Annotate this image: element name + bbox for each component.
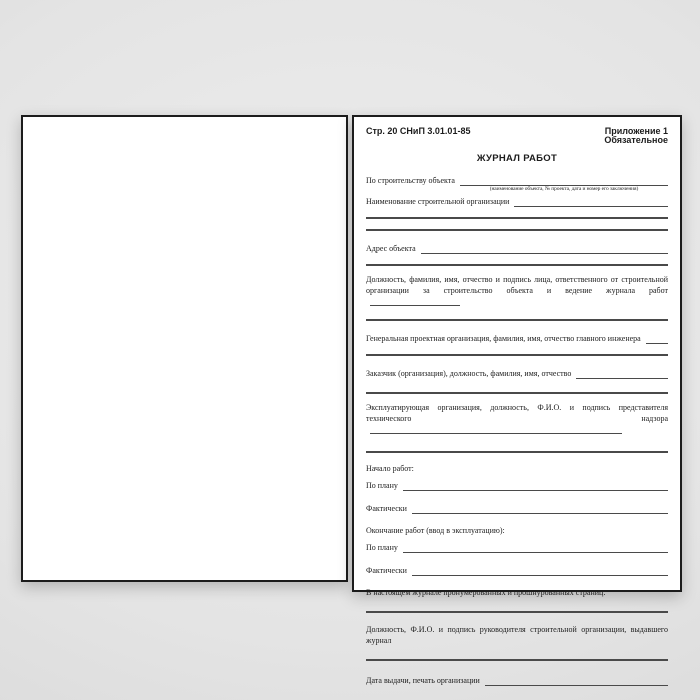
form-page xyxy=(352,115,682,686)
field-customer xyxy=(366,368,668,379)
org-name-label: Наименование строительной организации xyxy=(366,197,510,206)
end-plan-label: По плану xyxy=(366,542,398,552)
doc-reference: Стр. 20 СНиП 3.01.01-85 xyxy=(366,126,471,136)
general-design-org-label: Генеральная проектная организация, фамилия, имя, отчество главного инженера xyxy=(366,334,641,344)
org-name-continuation-line-2 xyxy=(366,229,668,231)
issue-date-label: Дата выдачи, печать организации xyxy=(366,676,480,686)
responsible-line xyxy=(370,297,460,306)
operating-org-line xyxy=(370,425,622,434)
start-plan-line xyxy=(403,480,668,491)
field-issue-date xyxy=(366,675,668,686)
operating-org-continuation-line xyxy=(366,451,668,453)
appendix-type: Обязательное xyxy=(604,135,668,145)
page-header xyxy=(366,127,668,145)
field-org-name xyxy=(366,196,668,207)
org-name-line xyxy=(514,196,668,207)
general-design-org-continuation-line xyxy=(366,354,668,356)
form-title: ЖУРНАЛ РАБОТ xyxy=(476,153,558,164)
issuer-label: Должность, Ф.И.О. и подпись руководителя строительной организации, выдавшего журнал xyxy=(366,624,668,645)
field-general-design-org xyxy=(366,333,668,344)
appendix-block xyxy=(604,127,668,145)
field-address xyxy=(366,243,668,254)
field-responsible xyxy=(366,275,668,309)
address-continuation-line xyxy=(366,264,668,266)
end-plan-line xyxy=(403,542,668,553)
construction-object-line xyxy=(460,175,668,192)
address-label: Адрес объекта xyxy=(366,244,416,253)
operating-org-label: Эксплуатирующая организация, должность, Ф.И.О. и подпись представителя технического надзора xyxy=(366,403,668,424)
customer-label: Заказчик (организация), должность, фамилия, имя, отчество xyxy=(366,369,572,379)
end-works-plan-row xyxy=(366,542,668,553)
responsible-continuation-line xyxy=(366,319,668,321)
start-plan-label: По плану xyxy=(366,480,398,490)
start-actual-line xyxy=(412,503,668,514)
end-works-heading: Окончание работ (ввод в эксплуатацию): xyxy=(366,525,505,535)
end-actual-line xyxy=(412,565,668,576)
construction-object-label: По строительству объекта xyxy=(366,176,455,185)
field-operating-org xyxy=(366,403,668,437)
pages-count-label: В настоящем журнале пронумерованных и прошнурованных страниц: xyxy=(366,587,606,597)
start-works-heading: Начало работ: xyxy=(366,463,414,473)
blank-left-page xyxy=(21,115,348,582)
issue-date-line xyxy=(485,675,668,686)
org-name-continuation-line-1 xyxy=(366,217,668,219)
end-works-actual-row xyxy=(366,565,668,576)
customer-line xyxy=(576,368,668,379)
responsible-label: Должность, фамилия, имя, отчество и подпись лица, ответственного от строительной организации за строительство объекта и ведение журнала работ xyxy=(366,275,668,295)
journal-spread xyxy=(21,115,682,686)
appendix-number: Приложение 1 xyxy=(604,126,668,136)
end-actual-label: Фактически xyxy=(366,565,407,575)
customer-continuation-line xyxy=(366,392,668,394)
field-construction-object xyxy=(366,175,668,192)
start-works-plan-row xyxy=(366,480,668,491)
address-line xyxy=(421,243,668,254)
general-design-org-line xyxy=(646,333,668,344)
pages-count-line xyxy=(366,611,668,613)
issuer-line xyxy=(366,659,668,661)
construction-object-caption: (наименование объекта, № проекта, дата и номер его заключения) xyxy=(489,186,639,192)
start-works-actual-row xyxy=(366,503,668,514)
start-actual-label: Фактически xyxy=(366,503,407,513)
